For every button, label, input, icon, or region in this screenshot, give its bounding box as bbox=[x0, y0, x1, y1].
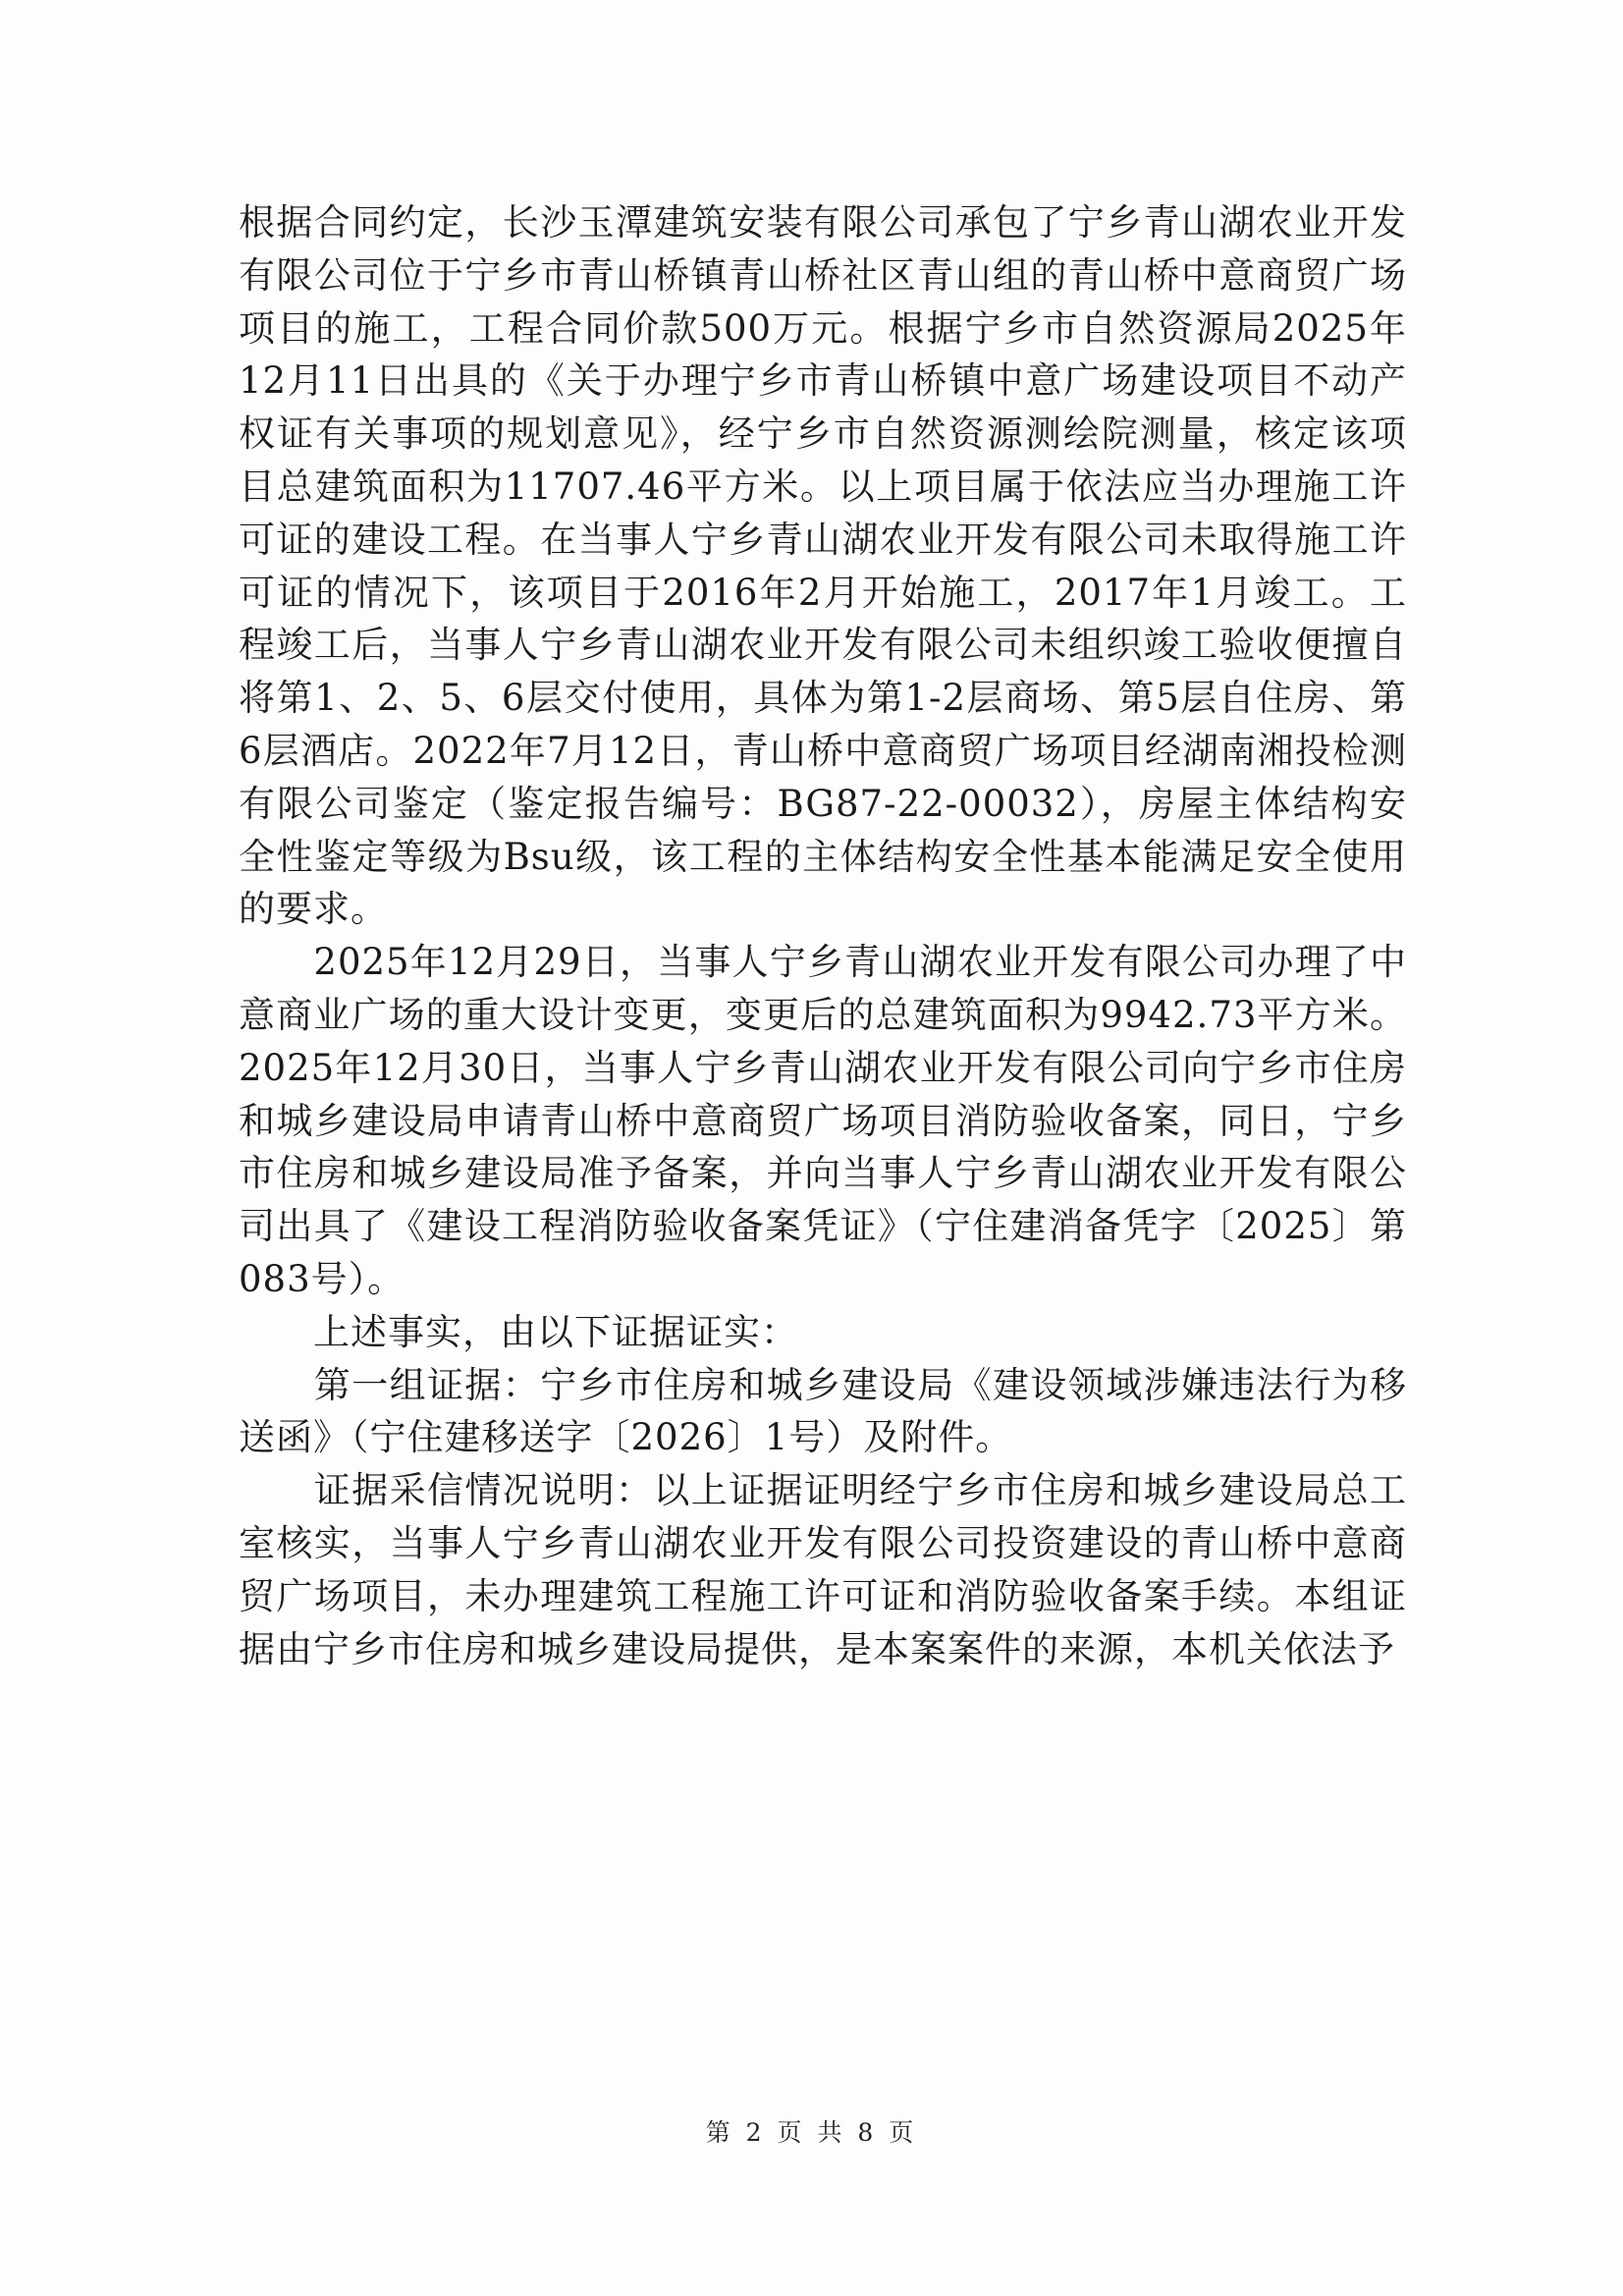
paragraph-evidence-note: 证据采信情况说明：以上证据证明经宁乡市住房和城乡建设局总工室核实，当事人宁乡青山湖农业开发有限公司投资建设的青山桥中意商贸广场项目，未办理建筑工程施工许可证和消防验收备案手续。本组证据由宁乡市住房和城乡建设局提供，是本案案件的来源，本机关依法予 bbox=[239, 1469, 1407, 1670]
paragraph-contract-facts: 根据合同约定，长沙玉潭建筑安装有限公司承包了宁乡青山湖农业开发有限公司位于宁乡市青山桥镇青山桥社区青山组的青山桥中意商贸广场项目的施工，工程合同价款500万元。根据宁乡市自然资源局2025年12月11日出具的《关于办理宁乡市青山桥镇中意广场建设项目不动产权证有关事项的规划意见》，经宁乡市自然资源测绘院测量，核定该项目总建筑面积为11707.46平方米。以上项目属于依法应当办理施工许可证的建设工程。在当事人宁乡青山湖农业开发有限公司未取得施工许可证的情况下，该项目于2016年2月开始施工，2017年1月竣工。工程竣工后，当事人宁乡青山湖农业开发有限公司未组织竣工验收便擅自将第1、2、5、6层交付使用，具体为第1-2层商场、第5层自住房、第6层酒店。2022年7月12日，青山桥中意商贸广场项目经湖南湘投检测有限公司鉴定（鉴定报告编号：BG87-22-00032），房屋主体结构安全性鉴定等级为Bsu级，该工程的主体结构安全性基本能满足安全使用的要求。 bbox=[239, 201, 1407, 931]
paragraph-evidence-group-1: 第一组证据：宁乡市住房和城乡建设局《建设领域涉嫌违法行为移送函》（宁住建移送字〔2026〕1号）及附件。 bbox=[239, 1363, 1407, 1459]
paragraph-evidence-intro: 上述事实，由以下证据证实： bbox=[239, 1310, 798, 1353]
paragraph-design-change: 2025年12月29日，当事人宁乡青山湖农业开发有限公司办理了中意商业广场的重大设计变更，变更后的总建筑面积为9942.73平方米。2025年12月30日，当事人宁乡青山湖农业开发有限公司向宁乡市住房和城乡建设局申请青山桥中意商贸广场项目消防验收备案，同日，宁乡市住房和城乡建设局准予备案，并向当事人宁乡青山湖农业开发有限公司出具了《建设工程消防验收备案凭证》（宁住建消备凭字〔2025〕第083号）。 bbox=[239, 941, 1407, 1300]
page-footer: 第 2 页 共 8 页 bbox=[705, 2118, 918, 2147]
document-body bbox=[239, 196, 1407, 1675]
